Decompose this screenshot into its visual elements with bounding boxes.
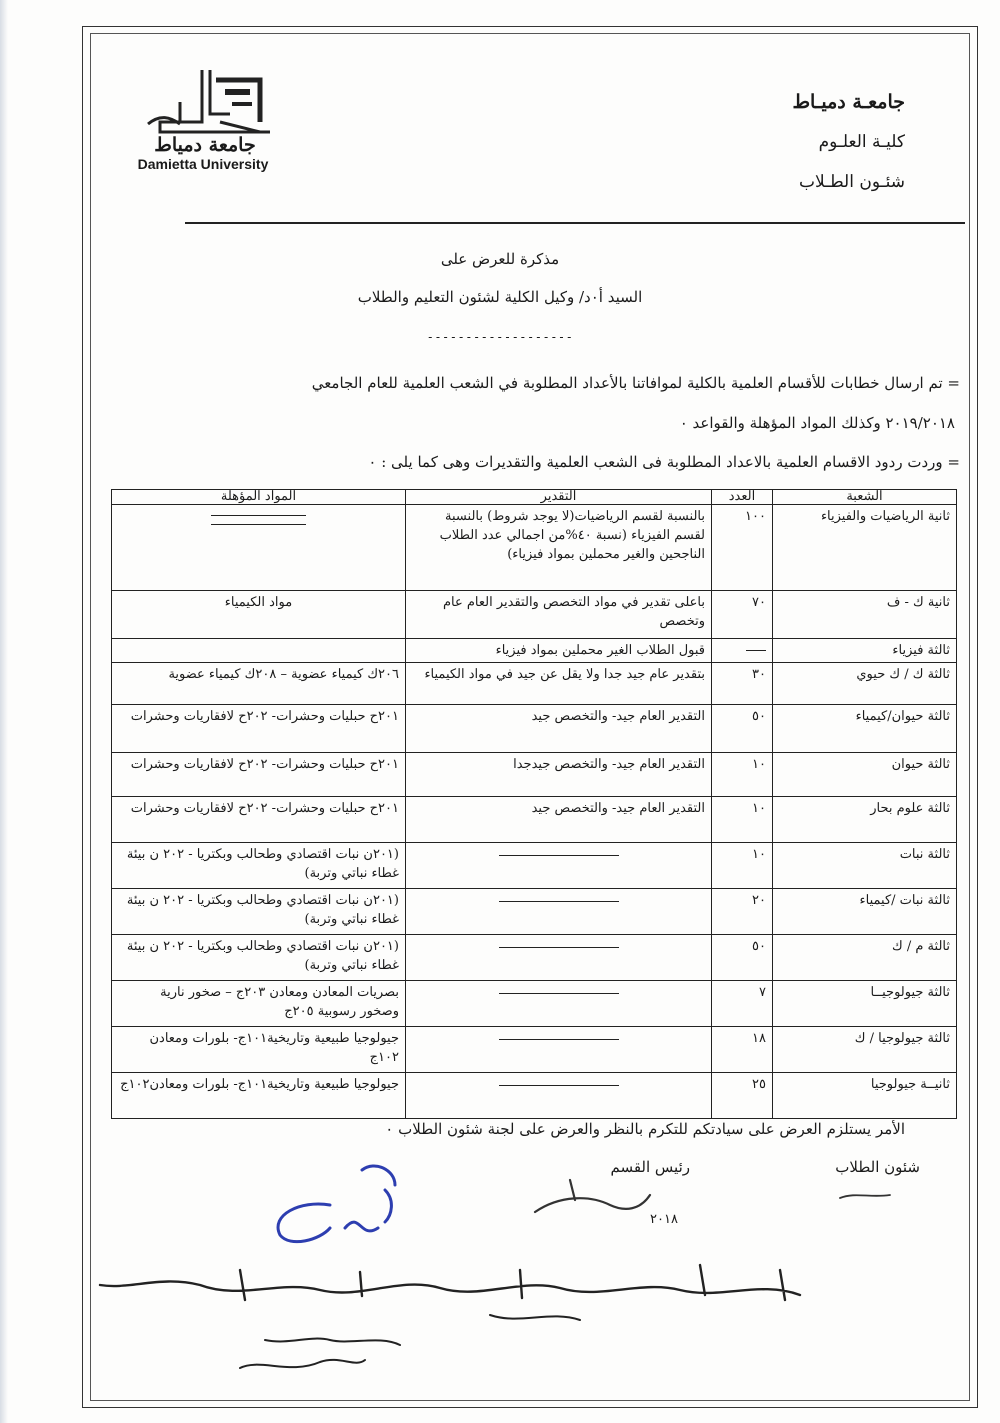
cell-division: ثالثة ك / ك حيوي <box>773 663 957 705</box>
cell-count: ١٠ <box>712 797 773 843</box>
closing-statement: الأمر يستلزم العرض على سيادتكم للتكرم بالنظر والعرض على لجنة شئون الطلاب ٠ <box>385 1120 905 1138</box>
paragraph-1-line-1: = تم ارسال خطابات للأقسام العلمية بالكلية لموافاتنا بالأعداد المطلوبة في الشعب العلمية للعام الجامعي <box>311 374 960 392</box>
cell-grade: بتقدير عام جيد جدا ولا يقل عن جيد في مواد الكيمياء <box>406 663 712 705</box>
cell-count: ٥٠ <box>712 705 773 753</box>
handwritten-recommendation <box>100 1265 800 1300</box>
signature-label-dept-head: رئيس القسم <box>610 1158 690 1176</box>
cell-materials: (٢٠١ن نبات اقتصادي وطحالب وبكتريا - ٢٠٢ ن بيئة غطاء نباتي وتربة) <box>112 935 406 981</box>
memo-title: مذكرة للعرض على <box>440 250 560 268</box>
cell-division: ثانيــة جيولوجيا <box>773 1073 957 1119</box>
signature-date: ٢٠١٨ <box>650 1212 678 1227</box>
cell-division: ثالثة جيولوجيا / ك <box>773 1027 957 1073</box>
cell-count: ٧ <box>712 981 773 1027</box>
bottom-signature <box>265 1339 400 1345</box>
cell-division: ثالثة حيوان/كيمياء <box>773 705 957 753</box>
header-count: العدد <box>712 490 773 505</box>
cell-count: ١٨ <box>712 1027 773 1073</box>
cell-count: ٣٠ <box>712 663 773 705</box>
header-materials: المواد المؤهلة <box>112 490 406 505</box>
cell-count: ٢٥ <box>712 1073 773 1119</box>
cell-division: ثالثة جيولوجيــا <box>773 981 957 1027</box>
header-grade: التقدير <box>406 490 712 505</box>
cell-count: ٧٠ <box>712 591 773 639</box>
cell-grade: باعلى تقدير في مواد التخصص والتقدير العام عام وتخصص <box>406 591 712 639</box>
paragraph-1-line-2: ٢٠١٩/٢٠١٨ وكذلك المواد المؤهلة والقواعد ٠ <box>679 414 955 432</box>
cell-grade: بالنسبة لقسم الرياضيات(لا يوجد شروط) بالنسبة لقسم الفيزياء (نسبة ٤٠%من اجمالي عدد الطلاب الناجحين والغير محملين بمواد فيزياء) <box>406 505 712 591</box>
cell-count: ١٠٠ <box>712 505 773 591</box>
department-name: شئـون الطـلاب <box>798 172 905 192</box>
faculty-name: كليـة العلـوم <box>818 132 905 152</box>
cell-division: ثالثة نبات /كيمياء <box>773 889 957 935</box>
cell-grade: قبول الطلاب الغير محملين بمواد فيزياء <box>406 639 712 663</box>
handwritten-date <box>240 1360 365 1368</box>
cell-count: ١٠ <box>712 843 773 889</box>
header-division: الشعبة <box>773 490 957 505</box>
cell-count: ٢٠ <box>712 889 773 935</box>
paragraph-2: = وردت ردود الاقسام العلمية بالاعداد المطلوبة فى الشعب العلمية والتقديرات وهى كما يلى : ٠ <box>368 453 960 471</box>
cell-grade: التقدير العام جيد- والتخصص جيد <box>406 705 712 753</box>
cell-division: ثالثة نبات <box>773 843 957 889</box>
cell-materials: (٢٠١ن نبات اقتصادي وطحالب وبكتريا - ٢٠٢ ن بيئة غطاء نباتي وتربة) <box>112 843 406 889</box>
university-name: جامعـة دميـاط <box>792 91 905 113</box>
cell-count: ١٠ <box>712 753 773 797</box>
cell-materials: مواد الكيمياء <box>112 591 406 639</box>
cell-division: ثالثة فيزياء <box>773 639 957 663</box>
cell-materials: جيولوجيا طبيعية وتاريخية١٠١ج- بلورات ومعادن١٠٢ج <box>112 1073 406 1119</box>
cell-division: ثانية الرياضيات والفيزياء <box>773 505 957 591</box>
cell-materials: ٢٠١ح حبليات وحشرات- ٢٠٢ح لافقاريات وحشرات <box>112 797 406 843</box>
cell-grade: التقدير العام جيد- والتخصص جيد <box>406 797 712 843</box>
cell-division: ثالثة م / ك <box>773 935 957 981</box>
cell-materials: ٢٠١ح حبليات وحشرات- ٢٠٢ح لافقاريات وحشرات <box>112 705 406 753</box>
student-affairs-signature <box>840 1195 890 1198</box>
logo-arabic-name: جامعة دمياط <box>154 134 256 156</box>
blue-signature <box>278 1166 395 1242</box>
cell-materials: ٢٠١ح حبليات وحشرات- ٢٠٢ح لافقاريات وحشرات <box>112 753 406 797</box>
memo-recipient: السيد أ٠د/ وكيل الكلية لشئون التعليم والطلاب <box>357 288 643 306</box>
cell-grade: التقدير العام جيد- والتخصص جيدجدا <box>406 753 712 797</box>
signature-label-student-affairs: شئون الطلاب <box>835 1158 920 1176</box>
cell-division: ثالثة حيوان <box>773 753 957 797</box>
cell-materials: بصريات المعادن ومعادن ٢٠٣ج – صخور نارية وصخور رسوبية ٢٠٥ج <box>112 981 406 1027</box>
cell-count: ٥٠ <box>712 935 773 981</box>
cell-materials: ٢٠٦ك كيمياء عضوية – ٢٠٨ك كيمياء عضوية <box>112 663 406 705</box>
memo-divider: ------------------- <box>426 330 574 344</box>
cell-materials: (٢٠١ن نبات اقتصادي وطحالب وبكتريا - ٢٠٢ ن بيئة غطاء نباتي وتربة) <box>112 889 406 935</box>
cell-division: ثانية ك - ف <box>773 591 957 639</box>
dept-head-signature <box>535 1180 650 1212</box>
logo-english-name: Damietta University <box>137 156 269 172</box>
cell-division: ثالثة علوم بحار <box>773 797 957 843</box>
cell-materials: جيولوجيا طبيعية وتاريخية١٠١ج- بلورات ومعادن ١٠٢ج <box>112 1027 406 1073</box>
